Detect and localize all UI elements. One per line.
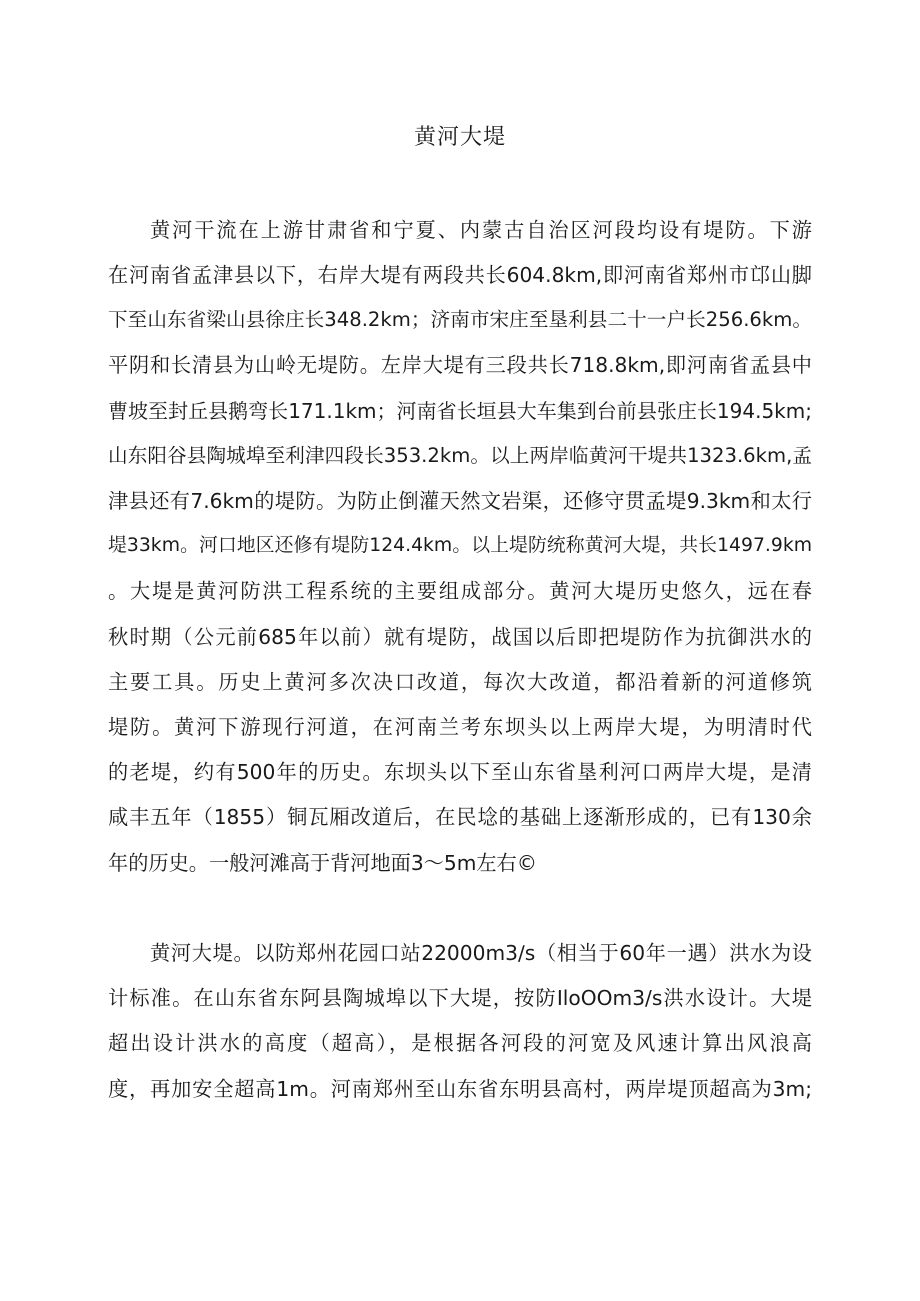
paragraph-1-line-8: 堤33km。河口地区还修有堤防124.4km。以上堤防统称黄河大堤，共长1497.9km bbox=[108, 535, 812, 556]
paragraph-1-line-9: 。大堤是黄河防洪工程系统的主要组成部分。黄河大堤历史悠久，远在春 bbox=[108, 579, 812, 603]
paragraph-2-line-2: 计标准。在山东省东阿县陶城埠以下大堤，按防IloOOm3/s洪水设计。大堤 bbox=[108, 986, 812, 1010]
paragraph-1-line-10: 秋时期（公元前685年以前）就有堤防，战国以后即把堤防作为抗御洪水的 bbox=[108, 625, 812, 649]
paragraph-1-line-14: 咸丰五年（1855）铜瓦厢改道后，在民埝的基础上逐渐形成的，已有130余 bbox=[108, 805, 812, 829]
paragraph-1-line-1: 黄河干流在上游甘肃省和宁夏、内蒙古自治区河段均设有堤防。下游 bbox=[150, 218, 812, 242]
paragraph-1-line-13: 的老堤，约有500年的历史。东坝头以下至山东省垦利河口两岸大堤，是清 bbox=[108, 760, 812, 784]
paragraph-1-line-7: 津县还有7.6km的堤防。为防止倒灌天然文岩渠，还修守贯孟堤9.3km和太行 bbox=[108, 489, 812, 513]
paragraph-1-line-11: 主要工具。历史上黄河多次决口改道，每次大改道，都沿着新的河道修筑 bbox=[108, 670, 812, 694]
paragraph-1-line-2: 在河南省孟津县以下，右岸大堤有两段共长604.8km,即河南省郑州市邙山脚 bbox=[108, 263, 812, 287]
paragraph-2-line-4: 度，再加安全超高1m。河南郑州至山东省东明县高村，两岸堤顶超高为3m; bbox=[108, 1077, 812, 1101]
paragraph-1-line-12: 堤防。黄河下游现行河道，在河南兰考东坝头以上两岸大堤，为明清时代 bbox=[108, 715, 812, 739]
paragraph-1-line-3: 下至山东省梁山县徐庄长348.2km；济南市宋庄至垦利县二十一户长256.6km。 bbox=[108, 308, 812, 331]
paragraph-2-line-1: 黄河大堤。以防郑州花园口站22000m3∕s（相当于60年一遇）洪水为设 bbox=[150, 941, 812, 965]
paragraph-1-line-5: 曹坡至封丘县鹅弯长171.1km；河南省长垣县大车集到台前县张庄长194.5km; bbox=[108, 399, 812, 423]
paragraph-1-line-6: 山东阳谷县陶城埠至利津四段长353.2km。以上两岸临黄河干堤共1323.6km,孟 bbox=[108, 444, 812, 467]
paragraph-1-line-15: 年的历史。一般河滩高于背河地面3～5m左右© bbox=[108, 851, 537, 875]
paragraph-2-line-3: 超出设计洪水的高度（超高），是根据各河段的河宽及风速计算出风浪高 bbox=[108, 1031, 812, 1055]
document-title: 黄河大堤 bbox=[413, 125, 506, 150]
paragraph-1-line-4: 平阴和长清县为山岭无堤防。左岸大堤有三段共长718.8km,即河南省孟县中 bbox=[108, 353, 812, 377]
